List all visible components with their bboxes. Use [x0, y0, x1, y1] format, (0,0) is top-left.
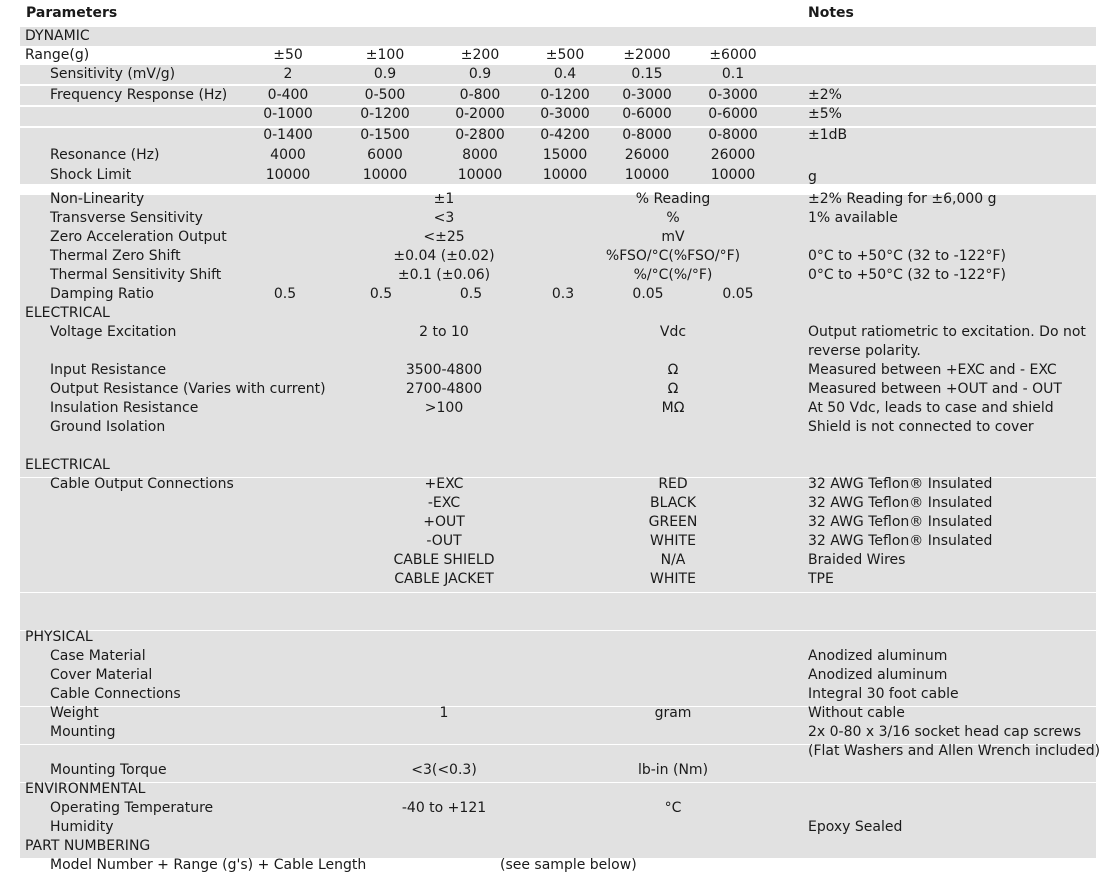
table-cell: Shield is not connected to cover: [808, 419, 1034, 435]
table-cell: Operating Temperature: [50, 800, 214, 816]
table-cell: %/°C(%/°F): [633, 267, 713, 283]
table-row: [20, 27, 1096, 46]
table-row: [20, 190, 1096, 209]
table-row: [20, 247, 1096, 266]
table-cell: <3(<0.3): [411, 762, 477, 778]
table-cell: 4000: [270, 147, 306, 163]
table-row: [20, 46, 1096, 65]
table-cell: 32 AWG Teflon® Insulated: [808, 495, 993, 511]
table-cell: 0.15: [631, 66, 663, 82]
table-cell: WHITE: [650, 571, 696, 587]
table-cell: 15000: [542, 147, 588, 163]
table-row: [20, 494, 1096, 513]
table-cell: 26000: [710, 147, 756, 163]
table-row: [20, 475, 1096, 494]
table-cell: Zero Acceleration Output: [50, 229, 227, 245]
table-row: [20, 361, 1096, 380]
table-cell: N/A: [660, 552, 686, 568]
table-cell: Resonance (Hz): [50, 147, 160, 163]
table-cell: ±1: [433, 191, 455, 207]
table-cell: ±1dB: [808, 127, 848, 143]
table-cell: ±2000: [623, 47, 671, 63]
table-cell: 3500-4800: [405, 362, 483, 378]
table-cell: BLACK: [649, 495, 697, 511]
table-cell: 0.9: [468, 66, 492, 82]
table-cell: 0.05: [632, 286, 664, 302]
table-cell: Input Resistance: [50, 362, 167, 378]
table-cell: Weight: [50, 705, 99, 721]
table-row: [20, 723, 1096, 742]
table-cell: TPE: [808, 571, 834, 587]
table-cell: Model Number + Range (g's) + Cable Length: [50, 857, 367, 873]
table-cell: 0-6000: [708, 106, 758, 122]
table-cell: WHITE: [650, 533, 696, 549]
table-row: [20, 532, 1096, 551]
table-cell: 0-400: [267, 87, 309, 103]
table-cell: Vdc: [659, 324, 687, 340]
table-cell: 0.05: [722, 286, 754, 302]
table-row: [20, 628, 1096, 647]
table-cell: 0.5: [369, 286, 393, 302]
table-cell: Ground Isolation: [50, 419, 166, 435]
table-cell: 32 AWG Teflon® Insulated: [808, 514, 993, 530]
table-row: [20, 209, 1096, 228]
table-cell: Case Material: [50, 648, 146, 664]
table-row: [20, 685, 1096, 704]
table-cell: 10000: [362, 167, 408, 183]
table-cell: (see sample below): [500, 857, 637, 873]
table-cell: 0-3000: [708, 87, 758, 103]
table-cell: 0°C to +50°C (32 to -122°F): [808, 267, 1006, 283]
table-cell: 0-6000: [622, 106, 672, 122]
table-row: [20, 818, 1096, 837]
table-cell: Mounting Torque: [50, 762, 167, 778]
table-cell: 2: [283, 66, 293, 82]
table-row: [20, 166, 1096, 185]
table-cell: 6000: [367, 147, 403, 163]
table-cell: Integral 30 foot cable: [808, 686, 959, 702]
table-row: [20, 380, 1096, 399]
table-cell: -OUT: [426, 533, 462, 549]
table-cell: >100: [424, 400, 464, 416]
table-cell: ±500: [545, 47, 585, 63]
table-cell: 0-1000: [263, 106, 313, 122]
table-row: [20, 304, 1096, 323]
table-cell: Cover Material: [50, 667, 153, 683]
table-cell: 0.9: [373, 66, 397, 82]
table-row: [20, 285, 1096, 304]
table-cell: Frequency Response (Hz): [50, 87, 228, 103]
table-cell: 0.3: [551, 286, 575, 302]
table-cell: -EXC: [427, 495, 461, 511]
table-cell: (Flat Washers and Allen Wrench included): [808, 743, 1101, 759]
table-cell: 10000: [265, 167, 311, 183]
table-cell: <±25: [423, 229, 465, 245]
table-cell: Braided Wires: [808, 552, 906, 568]
table-cell: °C: [664, 800, 682, 816]
table-cell: 0-500: [364, 87, 406, 103]
table-cell: 0-2000: [455, 106, 505, 122]
table-cell: 0-1500: [360, 127, 410, 143]
table-cell: 0.4: [553, 66, 577, 82]
table-cell: GREEN: [648, 514, 698, 530]
table-cell: Cable Connections: [50, 686, 181, 702]
table-cell: DYNAMIC: [25, 28, 90, 44]
notes-header: Notes: [808, 5, 854, 21]
table-cell: Measured between +EXC and - EXC: [808, 362, 1057, 378]
table-row: [20, 228, 1096, 247]
table-cell: %FSO/°C(%FSO/°F): [605, 248, 741, 264]
table-cell: Humidity: [50, 819, 114, 835]
table-cell: 0-2800: [455, 127, 505, 143]
table-row: [20, 146, 1096, 165]
table-cell: MΩ: [661, 400, 685, 416]
table-row: [20, 551, 1096, 570]
table-cell: 0-1200: [540, 87, 590, 103]
table-cell: 2700-4800: [405, 381, 483, 397]
table-cell: 0-8000: [622, 127, 672, 143]
table-cell: Without cable: [808, 705, 905, 721]
table-cell: -40 to +121: [401, 800, 487, 816]
table-cell: Voltage Excitation: [50, 324, 177, 340]
table-cell: Sensitivity (mV/g): [50, 66, 176, 82]
table-cell: CABLE SHIELD: [393, 552, 495, 568]
table-row: [20, 856, 1096, 875]
table-cell: 8000: [462, 147, 498, 163]
table-cell: 10000: [624, 167, 670, 183]
table-cell: ELECTRICAL: [25, 457, 110, 473]
table-cell: 32 AWG Teflon® Insulated: [808, 533, 993, 549]
table-row: [20, 65, 1096, 84]
table-cell: Output Resistance (Varies with current): [50, 381, 326, 397]
table-cell: 0-3000: [622, 87, 672, 103]
table-row: [20, 86, 1096, 105]
table-cell: 26000: [624, 147, 670, 163]
table-row: [20, 666, 1096, 685]
table-cell: ±100: [365, 47, 405, 63]
table-cell: Insulation Resistance: [50, 400, 199, 416]
table-cell: Mounting: [50, 724, 116, 740]
table-cell: ±50: [273, 47, 303, 63]
table-cell: Ω: [667, 362, 679, 378]
table-cell: ±5%: [808, 106, 842, 122]
table-cell: <3: [433, 210, 455, 226]
table-cell: ELECTRICAL: [25, 305, 110, 321]
table-cell: reverse polarity.: [808, 343, 921, 359]
table-cell: 0-800: [459, 87, 501, 103]
table-row: [20, 742, 1101, 761]
table-cell: ±6000: [709, 47, 757, 63]
table-cell: Thermal Zero Shift: [50, 248, 181, 264]
table-row: [20, 399, 1096, 418]
table-row: [20, 647, 1096, 666]
parameters-header: Parameters: [26, 5, 118, 21]
table-row: [20, 456, 1096, 475]
table-cell: RED: [658, 476, 688, 492]
table-cell: mV: [661, 229, 685, 245]
table-row: [20, 761, 1096, 780]
table-cell: 0°C to +50°C (32 to -122°F): [808, 248, 1006, 264]
table-cell: 0.5: [459, 286, 483, 302]
table-cell: ±2% Reading for ±6,000 g: [808, 191, 997, 207]
table-cell: 0-3000: [540, 106, 590, 122]
table-row: [20, 799, 1096, 818]
table-row: [20, 266, 1096, 285]
table-cell: 2 to 10: [419, 324, 469, 340]
table-cell: 0-4200: [540, 127, 590, 143]
table-cell: lb-in (Nm): [637, 762, 709, 778]
table-cell: gram: [654, 705, 692, 721]
table-cell: +EXC: [424, 476, 464, 492]
table-cell: 2x 0-80 x 3/16 socket head cap screws: [808, 724, 1082, 740]
table-cell: At 50 Vdc, leads to case and shield: [808, 400, 1054, 416]
table-cell: Measured between +OUT and - OUT: [808, 381, 1062, 397]
table-cell: PART NUMBERING: [25, 838, 151, 854]
table-cell: 0-1200: [360, 106, 410, 122]
table-cell: 10000: [710, 167, 756, 183]
table-cell: Transverse Sensitivity: [50, 210, 203, 226]
table-cell: 0-8000: [708, 127, 758, 143]
table-cell: g: [808, 169, 817, 185]
table-cell: 10000: [542, 167, 588, 183]
table-cell: 1: [439, 705, 449, 721]
table-cell: 0.5: [273, 286, 297, 302]
table-cell: ENVIRONMENTAL: [25, 781, 146, 797]
table-cell: Anodized aluminum: [808, 667, 948, 683]
table-cell: Epoxy Sealed: [808, 819, 903, 835]
table-cell: Ω: [667, 381, 679, 397]
table-cell: PHYSICAL: [25, 629, 93, 645]
table-cell: Non-Linearity: [50, 191, 145, 207]
table-cell: CABLE JACKET: [394, 571, 494, 587]
table-cell: ±0.04 (±0.02): [393, 248, 495, 264]
table-cell: Output ratiometric to excitation. Do not: [808, 324, 1086, 340]
table-row: [20, 513, 1096, 532]
table-row: [20, 342, 1096, 361]
table-cell: 1% available: [808, 210, 898, 226]
table-cell: Damping Ratio: [50, 286, 154, 302]
table-cell: 32 AWG Teflon® Insulated: [808, 476, 993, 492]
table-cell: +OUT: [423, 514, 465, 530]
table-row: [20, 593, 1096, 612]
table-row: [20, 323, 1096, 342]
table-row: [20, 570, 1096, 589]
table-cell: ±0.1 (±0.06): [397, 267, 491, 283]
table-row: [20, 704, 1096, 723]
table-row: [20, 780, 1096, 799]
table-cell: Thermal Sensitivity Shift: [50, 267, 222, 283]
table-row: [20, 837, 1096, 856]
table-cell: Cable Output Connections: [50, 476, 234, 492]
table-row: [20, 105, 1096, 124]
table-row: [20, 126, 1096, 145]
table-cell: ±2%: [808, 87, 842, 103]
table-cell: Range(g): [25, 47, 90, 63]
table-cell: % Reading: [635, 191, 711, 207]
table-cell: Shock Limit: [50, 167, 132, 183]
table-cell: %: [666, 210, 680, 226]
table-cell: Anodized aluminum: [808, 648, 948, 664]
table-cell: 0.1: [721, 66, 745, 82]
table-cell: ±200: [460, 47, 500, 63]
table-cell: 0-1400: [263, 127, 313, 143]
table-row: [20, 418, 1096, 437]
table-cell: 10000: [457, 167, 503, 183]
